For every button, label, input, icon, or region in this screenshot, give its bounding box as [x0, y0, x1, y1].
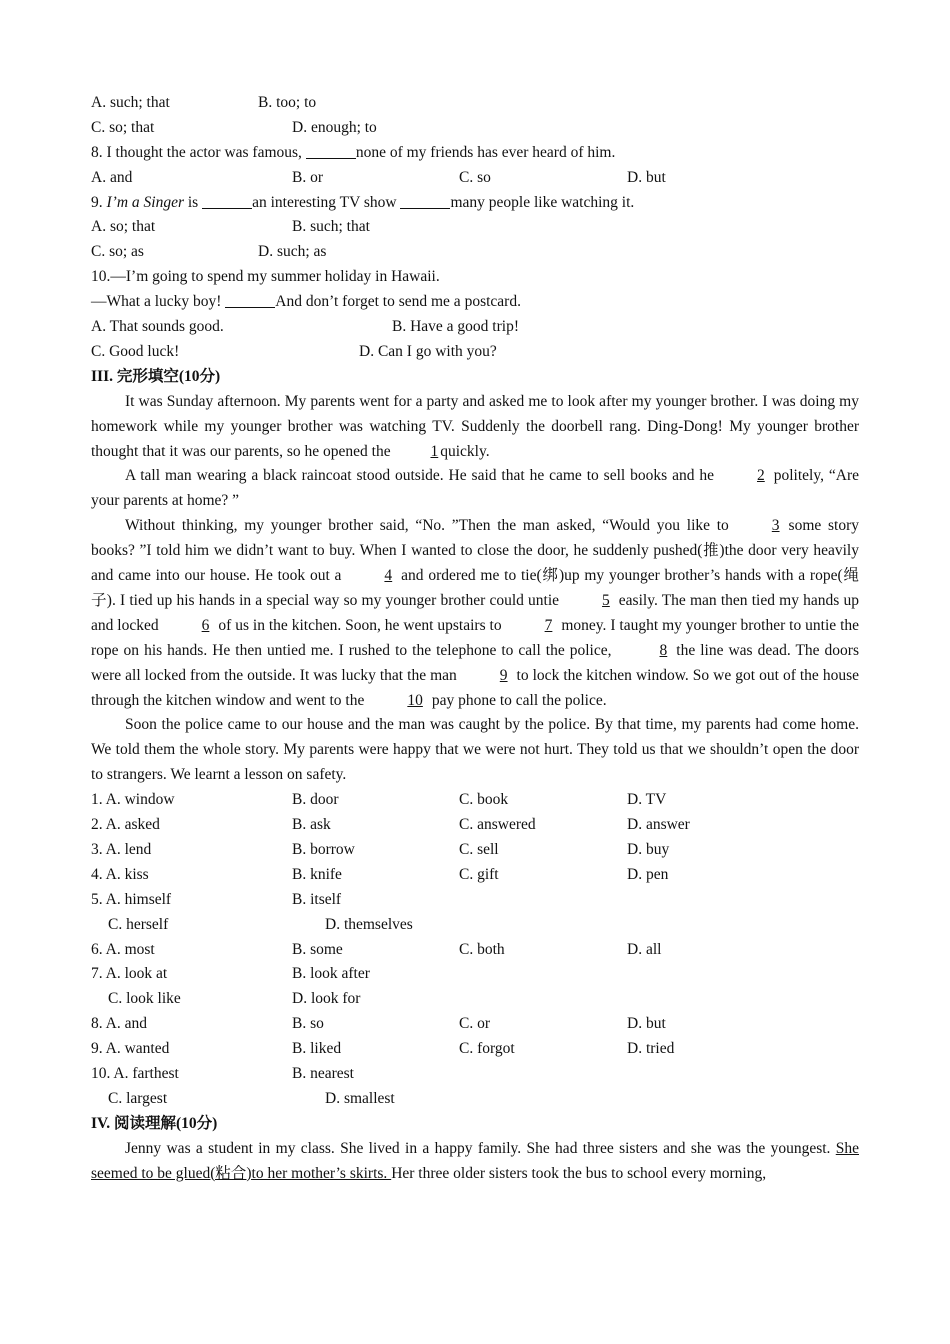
cloze-3-option-c: C. sell — [459, 840, 499, 858]
cloze-3-option-a: 3. A. lend — [91, 840, 152, 858]
cloze-3-option-d: D. buy — [627, 840, 670, 858]
q7-options-row2 — [91, 116, 859, 141]
cloze-option-row — [91, 987, 859, 1012]
cloze-2-option-d: D. answer — [627, 816, 690, 834]
cloze-p3-text-d: easily. The man then tied my hands up and locked — [91, 591, 859, 634]
q10-option-d: D. Can I go with you? — [359, 342, 497, 360]
q9-blank-1 — [202, 193, 252, 209]
cloze-3-option-b: B. borrow — [292, 840, 355, 858]
cloze-paragraph-4: Soon the police came to our house and the man was caught by the police. By that time, my parents had come home. We told them the whole story. My parents were happy that we were not hurt. They told us that we shouldn’t open the door to strangers. We learnt a lesson on safety. — [91, 716, 859, 784]
q10-line1: 10.—I’m going to spend my summer holiday in Hawaii. — [91, 268, 440, 286]
q8-blank — [306, 143, 356, 159]
exam-page — [91, 91, 859, 1186]
cloze-4-option-a: 4. A. kiss — [91, 865, 149, 883]
cloze-option-row — [91, 913, 859, 938]
cloze-8-option-d: D. but — [627, 1015, 666, 1033]
cloze-blank-4: 4 — [384, 567, 393, 585]
q7-option-a: A. such; that — [91, 94, 170, 111]
cloze-option-row — [91, 838, 859, 863]
section4-heading: IV. 阅读理解(10分) — [91, 1114, 218, 1132]
cloze-option-row — [91, 938, 859, 963]
q7-option-c: C. so; that — [91, 118, 155, 136]
cloze-blank-8: 8 — [659, 641, 668, 659]
q10-option-c: C. Good luck! — [91, 342, 180, 360]
cloze-5-option-d: D. themselves — [325, 915, 413, 933]
q8-option-b: B. or — [292, 168, 323, 186]
cloze-5-option-a: 5. A. himself — [91, 890, 172, 908]
q9-options-row1 — [91, 215, 859, 240]
cloze-p2-text-a: A tall man wearing a black raincoat stood outside. He said that he came to sell books and he — [125, 467, 714, 485]
cloze-6-option-c: C. both — [459, 940, 505, 958]
reading-underlined-sentence: She seemed to be glued(粘合)to her mother’s skirts. — [91, 1139, 859, 1182]
q9-stem-post: many people like watching it. — [450, 193, 635, 211]
cloze-p3-text-i: pay phone to call the police. — [431, 691, 607, 709]
cloze-p3-text-b: some story books? ”I told him we didn’t want to buy. When I wanted to close the door, he suddenly pushed(推)the door very heavily and came into our house. He took out a — [91, 517, 859, 585]
cloze-option-row — [91, 1037, 859, 1062]
cloze-paragraph-2 — [91, 464, 859, 514]
cloze-2-option-b: B. ask — [292, 816, 331, 834]
q7-options-row1 — [91, 91, 859, 116]
cloze-option-row — [91, 788, 859, 813]
cloze-4-option-d: D. pen — [627, 865, 669, 883]
cloze-option-row — [91, 813, 859, 838]
cloze-7-option-b: B. look after — [292, 965, 370, 983]
cloze-1-option-c: C. book — [459, 791, 509, 809]
q8-stem — [91, 141, 859, 166]
cloze-option-row — [91, 888, 859, 913]
q10-options-row1 — [91, 315, 859, 340]
cloze-p3-text-g: the line was dead. The doors were all locked from the outside. It was lucky that the man — [91, 641, 859, 684]
cloze-blank-3: 3 — [771, 517, 780, 535]
cloze-9-option-d: D. tried — [627, 1040, 675, 1058]
cloze-6-option-b: B. some — [292, 940, 343, 958]
cloze-p1-text-a: It was Sunday afternoon. My parents went for a party and asked me to look after my younger brother. I was doing my homework while my younger brother was watching TV. Suddenly the doorbell rang. Ding-Dong! My younger brother thought that it was our parents, so he opened the — [91, 392, 859, 460]
q9-stem-mid2: an interesting TV show — [252, 193, 401, 211]
cloze-option-row — [91, 1062, 859, 1087]
cloze-9-option-b: B. liked — [292, 1040, 342, 1058]
q10-option-b: B. Have a good trip! — [392, 318, 519, 336]
reading-passage — [91, 1137, 859, 1187]
cloze-7-option-a: 7. A. look at — [91, 965, 168, 983]
reading-paragraph-1 — [91, 1137, 859, 1187]
cloze-blank-1: 1 — [430, 442, 439, 460]
cloze-passage — [91, 390, 859, 789]
reading-p1-text-b: Her three older sisters took the bus to school every morning, — [391, 1164, 767, 1182]
cloze-paragraph-3 — [91, 514, 859, 713]
q9-option-b: B. such; that — [292, 218, 370, 236]
q9-stem — [91, 191, 859, 216]
cloze-2-option-a: 2. A. asked — [91, 816, 160, 834]
q10-line2-post: And don’t forget to send me a postcard. — [275, 293, 521, 311]
q8-option-d: D. but — [627, 168, 666, 186]
cloze-blank-2: 2 — [757, 467, 765, 485]
cloze-7-option-d: D. look for — [292, 990, 361, 1008]
q9-number: 9. — [91, 193, 107, 211]
cloze-p1-text-b: quickly. — [440, 442, 490, 460]
cloze-blank-9: 9 — [499, 666, 508, 684]
q7-option-b: B. too; to — [258, 94, 317, 111]
cloze-10-option-a: 10. A. farthest — [91, 1064, 179, 1082]
q9-stem-mid: is — [184, 193, 203, 211]
cloze-option-row — [91, 863, 859, 888]
cloze-p3-text-e: of us in the kitchen. Soon, he went upstairs to — [218, 616, 502, 634]
cloze-1-option-d: D. TV — [627, 791, 667, 809]
cloze-p3-text-c: and ordered me to tie(绑)up my younger brother’s hands with a rope(绳子). I tied up his hands in a special way so my younger brother could untie — [91, 567, 860, 609]
q10-options-row2 — [91, 340, 859, 365]
cloze-9-option-c: C. forgot — [459, 1040, 515, 1058]
q9-option-c: C. so; as — [91, 243, 144, 261]
q9-options-row2 — [91, 240, 859, 265]
cloze-7-option-c: C. look like — [108, 990, 181, 1008]
cloze-paragraph-1 — [91, 390, 859, 465]
cloze-5-option-c: C. herself — [108, 915, 169, 933]
cloze-options — [91, 788, 859, 1112]
cloze-9-option-a: 9. A. wanted — [91, 1040, 170, 1058]
cloze-10-option-b: B. nearest — [292, 1064, 354, 1082]
cloze-10-option-c: C. largest — [108, 1089, 168, 1107]
reading-p1-text-a: Jenny was a student in my class. She lived in a happy family. She had three sisters and she was the youngest. — [125, 1139, 836, 1157]
cloze-p3-text-a: Without thinking, my younger brother said, “No. ”Then the man asked, “Would you like to — [125, 517, 729, 535]
q8-options — [91, 166, 859, 191]
cloze-p2-text-b: politely, “Are your parents at home? ” — [91, 467, 860, 510]
cloze-blank-10: 10 — [407, 691, 423, 709]
cloze-blank-7: 7 — [544, 616, 553, 634]
q10-line2 — [91, 290, 859, 315]
section3-heading: III. 完形填空(10分) — [91, 367, 221, 385]
cloze-option-row — [91, 962, 859, 987]
q10-blank — [225, 292, 275, 308]
q7-option-d: D. enough; to — [292, 118, 377, 136]
cloze-8-option-a: 8. A. and — [91, 1015, 147, 1033]
q8-stem-pre: 8. I thought the actor was famous, — [91, 143, 306, 161]
cloze-1-option-a: 1. A. window — [91, 791, 175, 809]
q8-stem-post: none of my friends has ever heard of him. — [355, 143, 616, 161]
q9-option-a: A. so; that — [91, 218, 156, 236]
cloze-option-row — [91, 1012, 859, 1037]
cloze-8-option-c: C. or — [459, 1015, 490, 1033]
cloze-8-option-b: B. so — [292, 1015, 324, 1033]
cloze-blank-5: 5 — [602, 591, 610, 609]
q8-option-c: C. so — [459, 168, 491, 186]
cloze-10-option-d: D. smallest — [325, 1089, 395, 1107]
q10-option-a: A. That sounds good. — [91, 318, 224, 336]
cloze-4-option-b: B. knife — [292, 865, 342, 883]
cloze-p3-text-f: money. I taught my younger brother to untie the rope on his hands. He then untied me. I rushed to the telephone to call the police, — [91, 616, 860, 659]
cloze-1-option-b: B. door — [292, 791, 339, 809]
cloze-4-option-c: C. gift — [459, 865, 499, 883]
cloze-6-option-d: D. all — [627, 940, 662, 958]
q8-option-a: A. and — [91, 168, 133, 186]
cloze-5-option-b: B. itself — [292, 890, 342, 908]
q9-show-title: I’m a Singer — [106, 193, 184, 211]
cloze-option-row — [91, 1087, 859, 1112]
q9-option-d: D. such; as — [258, 243, 327, 261]
q10-line2-pre: —What a lucky boy! — [91, 293, 226, 311]
cloze-2-option-c: C. answered — [459, 816, 536, 834]
cloze-6-option-a: 6. A. most — [91, 940, 155, 958]
cloze-p3-text-h: to lock the kitchen window. So we got out of the house through the kitchen window and went to the — [91, 666, 859, 709]
cloze-blank-6: 6 — [201, 616, 210, 634]
q9-blank-2 — [400, 193, 450, 209]
